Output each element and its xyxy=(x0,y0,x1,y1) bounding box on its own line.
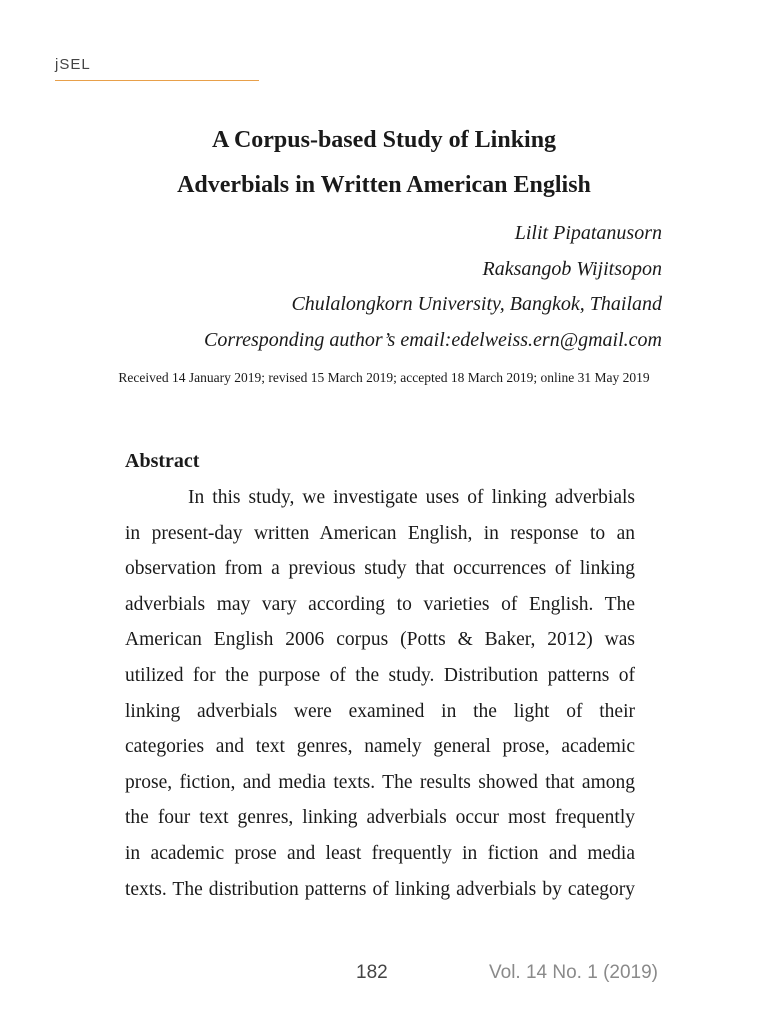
volume-info: Vol. 14 No. 1 (2019) xyxy=(489,962,658,983)
abstract-line: prose, fiction, and media texts. The results showed that among xyxy=(125,771,635,793)
title-line-2: Adverbials in Written American English xyxy=(177,172,591,198)
header-rule xyxy=(55,80,259,81)
abstract-line: linking adverbials were examined in the light of their xyxy=(125,700,635,722)
abstract-line: in present-day written American English, in response to an xyxy=(125,522,635,544)
abstract-line: the four text genres, linking adverbials occur most frequently xyxy=(125,807,635,829)
author-name: Lilit Pipatanusorn xyxy=(514,222,662,244)
journal-tag: jSEL xyxy=(55,56,91,73)
abstract-line: In this study, we investigate uses of linking adverbials xyxy=(188,487,635,508)
abstract-line: American English 2006 corpus (Potts & Baker, 2012) was xyxy=(125,629,635,651)
abstract-line: in academic prose and least frequently in fiction and media xyxy=(125,842,635,864)
abstract-line: texts. The distribution patterns of linking adverbials by category xyxy=(125,878,635,900)
author-block xyxy=(204,216,662,358)
corresponding-email: Corresponding author’s email:edelweiss.ern@gmail.com xyxy=(203,328,662,351)
abstract-line: utilized for the purpose of the study. Distribution patterns of xyxy=(125,664,635,686)
affiliation: Chulalongkorn University, Bangkok, Thailand xyxy=(291,293,662,315)
abstract-line: adverbials may vary according to varieties of English. The xyxy=(125,593,635,615)
abstract-heading: Abstract xyxy=(125,450,200,472)
author-name: Raksangob Wijitsopon xyxy=(482,257,662,280)
page-number: 182 xyxy=(356,962,388,983)
submission-dates: Received 14 January 2019; revised 15 March 2019; accepted 18 March 2019; online 31 May 2019 xyxy=(118,370,650,385)
abstract-line: categories and text genres, namely general prose, academic xyxy=(125,736,635,758)
title-line-1: A Corpus-based Study of Linking xyxy=(211,127,557,153)
abstract-line: observation from a previous study that occurrences of linking xyxy=(125,558,635,580)
paper-title xyxy=(0,118,768,208)
abstract-body xyxy=(125,480,635,907)
